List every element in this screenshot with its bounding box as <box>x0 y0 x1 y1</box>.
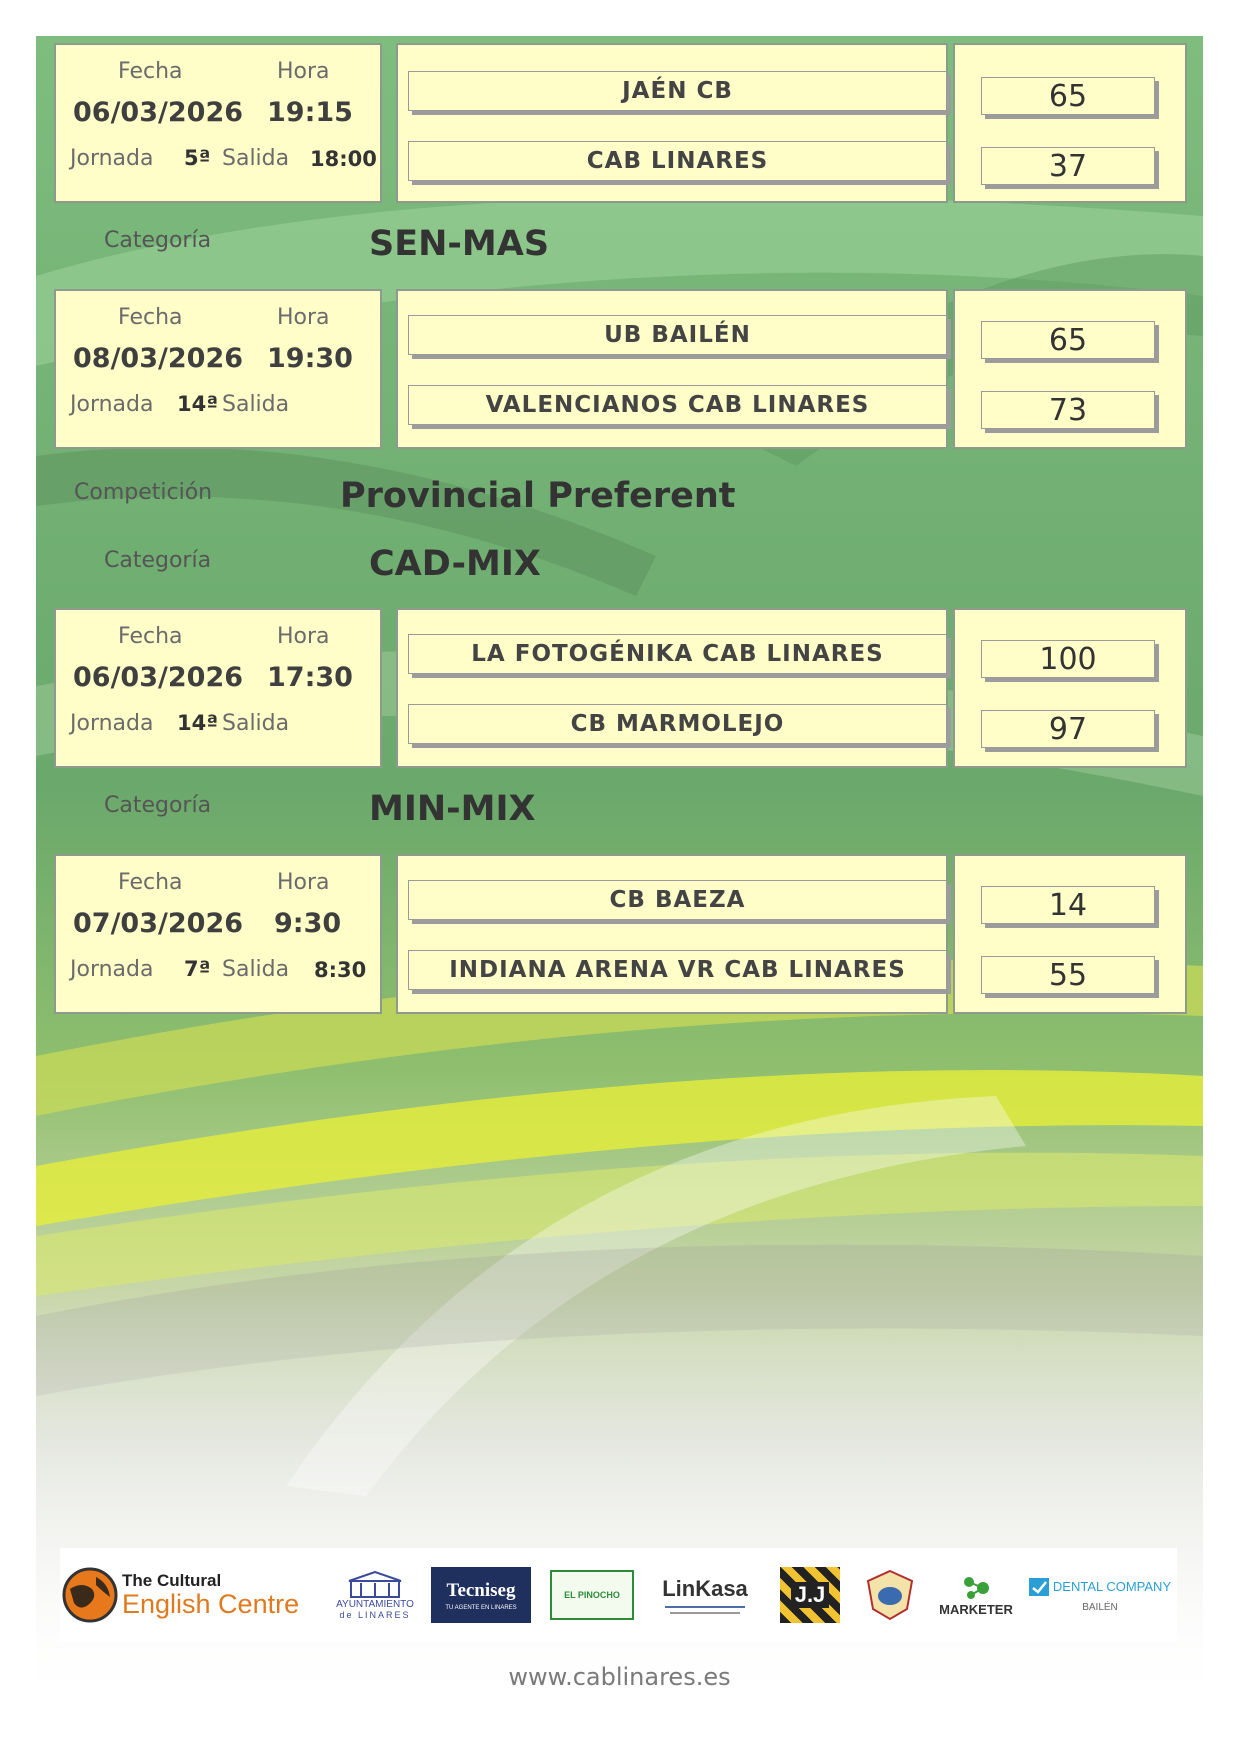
jornada-label: Jornada <box>70 957 154 982</box>
fecha-label: Fecha <box>118 624 183 649</box>
sponsor-tecniseg-name: Tecniseg <box>446 1579 516 1601</box>
sponsor-ayuntamiento-line2: de LINARES <box>339 1609 411 1620</box>
teams-panel <box>396 289 948 449</box>
categoria-value: SEN-MAS <box>369 224 550 264</box>
away-team: INDIANA ARENA VR CAB LINARES <box>408 950 947 990</box>
scores-panel <box>953 289 1187 449</box>
away-score: 55 <box>981 956 1155 994</box>
hora-value: 17:30 <box>267 662 353 693</box>
salida-value: 8:30 <box>314 958 367 982</box>
salida-label: Salida <box>222 711 290 736</box>
jornada-value: 5ª <box>184 146 211 170</box>
shield-logo-icon <box>865 1569 915 1621</box>
hora-value: 19:30 <box>267 343 353 374</box>
away-team: CB MARMOLEJO <box>408 704 947 744</box>
sponsor-marketer-name: MARKETER <box>939 1601 1013 1617</box>
sponsor-cultural-english-centre <box>60 1548 322 1642</box>
fecha-label: Fecha <box>118 870 183 895</box>
sponsor-el-pinocho <box>550 1548 634 1642</box>
jornada-value: 14ª <box>177 711 219 735</box>
home-team: JAÉN CB <box>408 71 947 111</box>
home-team: UB BAILÉN <box>408 315 947 355</box>
fecha-value: 07/03/2026 <box>73 908 244 939</box>
fecha-value: 06/03/2026 <box>73 662 244 693</box>
sponsor-dental-line1: DENTAL COMPANY <box>1052 1579 1172 1594</box>
categoria-value: MIN-MIX <box>369 789 536 829</box>
hora-label: Hora <box>277 59 330 84</box>
match-info-panel <box>54 608 382 768</box>
sponsor-cultural-line2: English Centre <box>122 1589 300 1619</box>
scores-panel <box>953 608 1187 768</box>
home-score: 65 <box>981 321 1155 359</box>
jornada-label: Jornada <box>70 711 154 736</box>
categoria-label: Categoría <box>104 228 212 253</box>
categoria-label: Categoría <box>104 793 212 818</box>
jornada-label: Jornada <box>70 392 154 417</box>
sponsor-badge <box>860 1548 920 1642</box>
sponsor-pinocho-name: EL PINOCHO <box>564 1590 620 1600</box>
salida-label: Salida <box>222 392 290 417</box>
townhall-logo-icon <box>345 1571 405 1599</box>
sponsor-dental-line2: BAILÉN <box>1082 1601 1118 1613</box>
sponsor-ayuntamiento-linares <box>334 1548 416 1642</box>
away-score: 73 <box>981 391 1155 429</box>
salida-label: Salida <box>222 957 290 982</box>
categoria-label: Categoría <box>104 548 212 573</box>
hora-label: Hora <box>277 624 330 649</box>
scores-panel <box>953 43 1187 203</box>
match-info-panel <box>54 43 382 203</box>
competicion-label: Competición <box>74 480 213 505</box>
website-url[interactable]: www.cablinares.es <box>508 1663 731 1691</box>
sponsor-marketer <box>940 1548 1012 1642</box>
away-team: CAB LINARES <box>408 141 947 181</box>
sponsor-linkasa-name: LinKasa <box>662 1576 748 1601</box>
home-score: 14 <box>981 886 1155 924</box>
home-score: 100 <box>981 640 1155 678</box>
teams-panel <box>396 854 948 1014</box>
away-score: 97 <box>981 710 1155 748</box>
dental-logo-icon <box>1029 1578 1049 1596</box>
jornada-value: 7ª <box>184 957 211 981</box>
away-score: 37 <box>981 147 1155 185</box>
hora-value: 19:15 <box>267 97 353 128</box>
scores-panel <box>953 854 1187 1014</box>
fecha-value: 06/03/2026 <box>73 97 244 128</box>
away-team: VALENCIANOS CAB LINARES <box>408 385 947 425</box>
teams-panel <box>396 608 948 768</box>
sponsor-tecniseg <box>430 1548 532 1642</box>
sponsor-jj <box>778 1548 842 1642</box>
sponsors-strip <box>60 1548 1177 1642</box>
match-info-panel <box>54 289 382 449</box>
hora-label: Hora <box>277 305 330 330</box>
jornada-label: Jornada <box>70 146 154 171</box>
molecule-logo-icon <box>959 1574 993 1600</box>
home-score: 65 <box>981 77 1155 115</box>
globe-logo-icon <box>62 1567 118 1623</box>
hora-label: Hora <box>277 870 330 895</box>
hora-value: 9:30 <box>274 908 342 939</box>
salida-value: 18:00 <box>310 147 377 171</box>
sponsor-jj-name: J.J <box>791 1582 830 1608</box>
sponsor-linkasa <box>660 1548 750 1642</box>
salida-label: Salida <box>222 146 290 171</box>
sponsor-tecniseg-sub: TU AGENTE EN LINARES <box>445 1604 517 1611</box>
fecha-value: 08/03/2026 <box>73 343 244 374</box>
home-team: CB BAEZA <box>408 880 947 920</box>
sponsor-cultural-line1: The Cultural <box>122 1571 222 1590</box>
sponsor-dental-company <box>1025 1548 1175 1642</box>
match-info-panel <box>54 854 382 1014</box>
home-team: LA FOTOGÉNIKA CAB LINARES <box>408 634 947 674</box>
teams-panel <box>396 43 948 203</box>
fecha-label: Fecha <box>118 59 183 84</box>
categoria-value: CAD-MIX <box>369 544 541 584</box>
jornada-value: 14ª <box>177 392 219 416</box>
fecha-label: Fecha <box>118 305 183 330</box>
sponsor-ayuntamiento-line1: AYUNTAMIENTO <box>336 1598 414 1610</box>
competicion-value: Provincial Preferent <box>340 476 736 516</box>
